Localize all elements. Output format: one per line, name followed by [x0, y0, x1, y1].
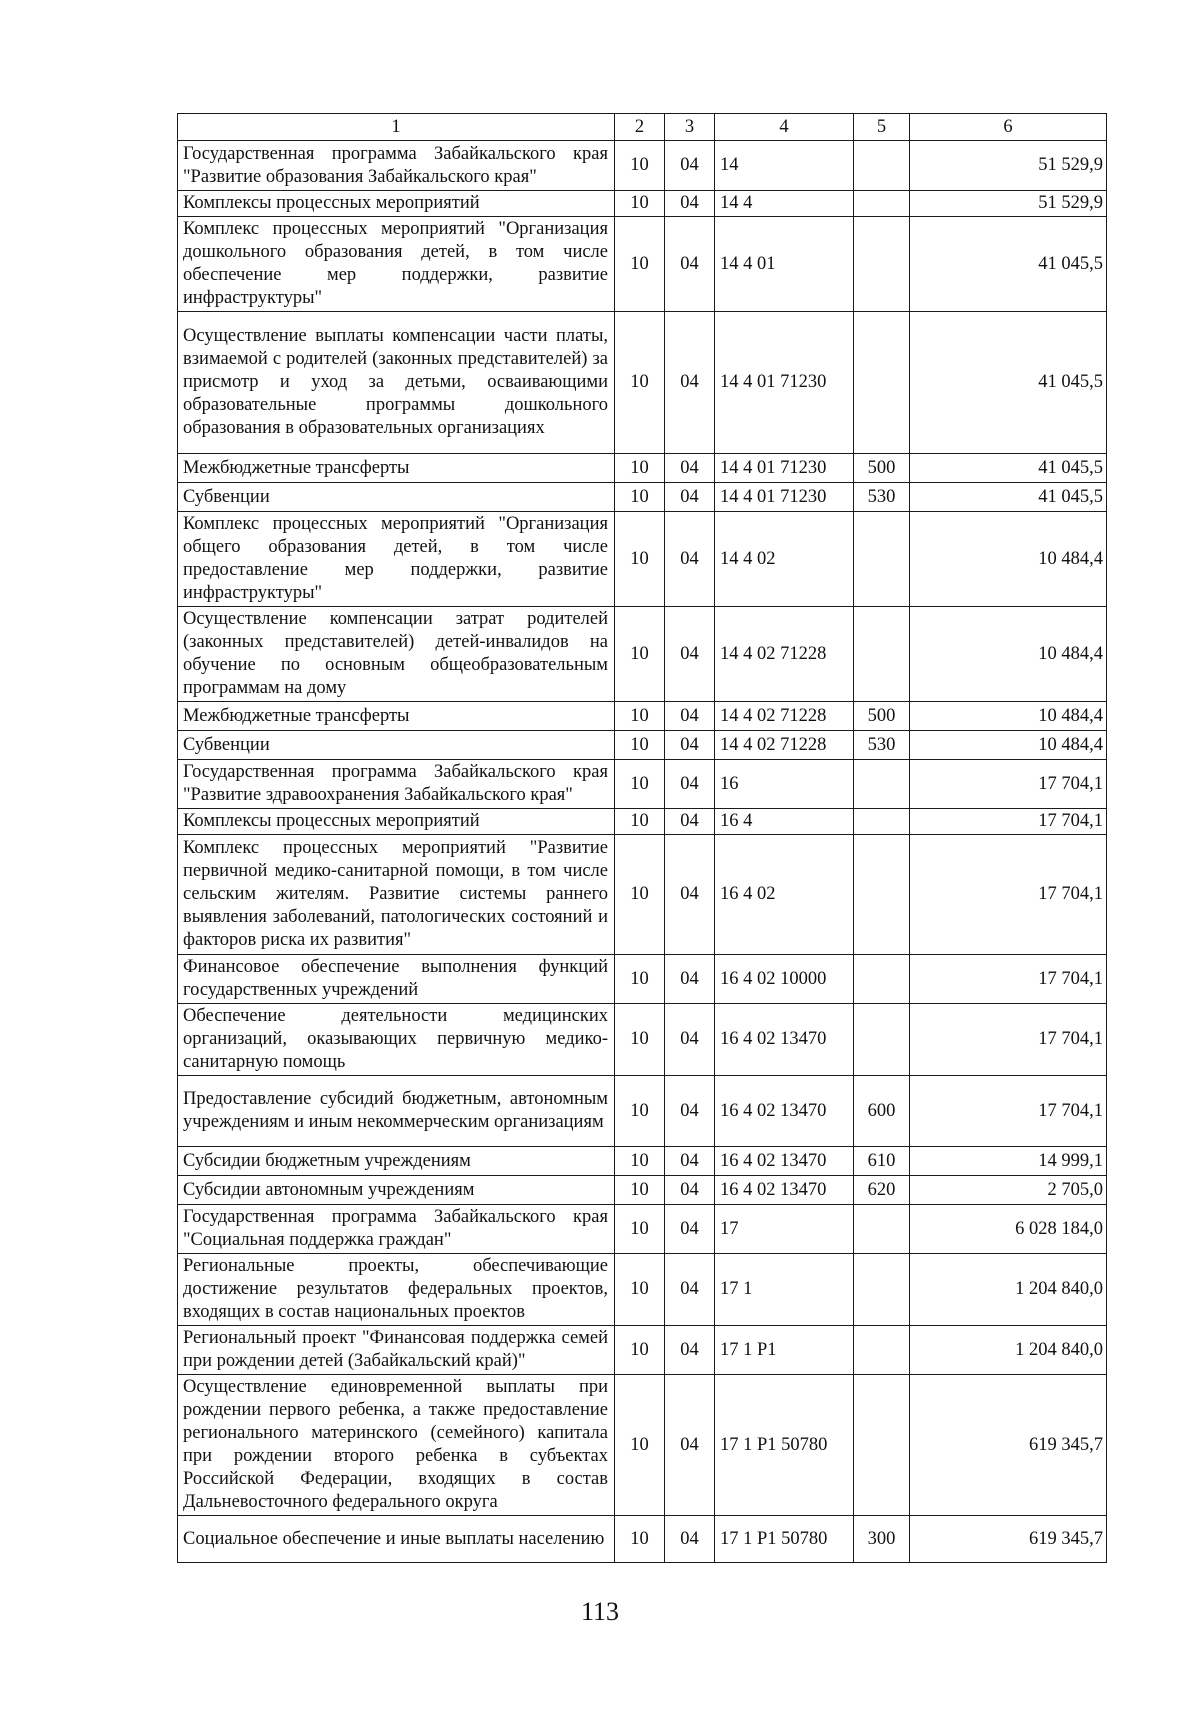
row-section: 10 — [615, 1205, 665, 1254]
table-row — [178, 607, 1107, 702]
row-section: 10 — [615, 1076, 665, 1147]
row-expense-type — [854, 835, 910, 955]
table-row — [178, 955, 1107, 1004]
table-row — [178, 1254, 1107, 1326]
row-name: Обеспечение деятельности медицинских организаций, оказывающих первичную медико-санитарную помощь — [178, 1004, 615, 1076]
row-target-code: 16 4 02 10000 — [715, 955, 854, 1004]
row-amount: 10 484,4 — [910, 731, 1107, 760]
row-target-code: 16 — [715, 760, 854, 809]
row-subsection: 04 — [665, 607, 715, 702]
table-row — [178, 217, 1107, 312]
row-target-code: 14 4 01 — [715, 217, 854, 312]
row-expense-type — [854, 955, 910, 1004]
table-header-row — [178, 114, 1107, 141]
row-expense-type — [854, 1375, 910, 1516]
header-col-6: 6 — [910, 114, 1107, 141]
row-subsection: 04 — [665, 1326, 715, 1375]
row-section: 10 — [615, 1516, 665, 1563]
row-name: Социальное обеспечение и иные выплаты населению — [178, 1516, 615, 1563]
row-section: 10 — [615, 483, 665, 512]
row-target-code: 16 4 02 13470 — [715, 1147, 854, 1176]
row-section: 10 — [615, 607, 665, 702]
row-expense-type: 620 — [854, 1176, 910, 1205]
row-target-code: 17 1 P1 50780 — [715, 1375, 854, 1516]
row-section: 10 — [615, 1375, 665, 1516]
row-expense-type — [854, 607, 910, 702]
row-subsection: 04 — [665, 702, 715, 731]
row-expense-type — [854, 312, 910, 454]
row-target-code: 14 4 02 71228 — [715, 731, 854, 760]
row-expense-type — [854, 1205, 910, 1254]
row-target-code: 14 4 02 — [715, 512, 854, 607]
table-row — [178, 312, 1107, 454]
row-target-code: 14 4 01 71230 — [715, 454, 854, 483]
row-section: 10 — [615, 1147, 665, 1176]
row-section: 10 — [615, 141, 665, 191]
table-row — [178, 760, 1107, 809]
row-section: 10 — [615, 512, 665, 607]
row-section: 10 — [615, 809, 665, 835]
table-row — [178, 809, 1107, 835]
header-col-3: 3 — [665, 114, 715, 141]
row-section: 10 — [615, 1326, 665, 1375]
table-row — [178, 835, 1107, 955]
row-subsection: 04 — [665, 835, 715, 955]
row-section: 10 — [615, 191, 665, 217]
row-subsection: 04 — [665, 1076, 715, 1147]
row-name: Комплекс процессных мероприятий "Развитие первичной медико-санитарной помощи, в том числе сельским жителям. Развитие системы раннего выявления заболеваний, патологических состояний и факторов риска их развития" — [178, 835, 615, 955]
row-subsection: 04 — [665, 141, 715, 191]
row-name: Комплексы процессных мероприятий — [178, 191, 615, 217]
row-amount: 14 999,1 — [910, 1147, 1107, 1176]
row-amount: 1 204 840,0 — [910, 1326, 1107, 1375]
row-amount: 41 045,5 — [910, 217, 1107, 312]
row-expense-type: 500 — [854, 702, 910, 731]
row-section: 10 — [615, 312, 665, 454]
row-section: 10 — [615, 835, 665, 955]
row-name: Комплексы процессных мероприятий — [178, 809, 615, 835]
header-col-1: 1 — [178, 114, 615, 141]
table-row — [178, 1205, 1107, 1254]
row-amount: 10 484,4 — [910, 702, 1107, 731]
row-target-code: 16 4 02 13470 — [715, 1076, 854, 1147]
table-row — [178, 702, 1107, 731]
row-subsection: 04 — [665, 955, 715, 1004]
row-amount: 619 345,7 — [910, 1375, 1107, 1516]
row-subsection: 04 — [665, 217, 715, 312]
row-target-code: 17 1 P1 — [715, 1326, 854, 1375]
row-subsection: 04 — [665, 1254, 715, 1326]
row-section: 10 — [615, 454, 665, 483]
row-target-code: 16 4 02 13470 — [715, 1176, 854, 1205]
row-name: Осуществление выплаты компенсации части платы, взимаемой с родителей (законных представителей) за присмотр и уход за детьми, осваивающими образовательные программы дошкольного образования в образовательных организациях — [178, 312, 615, 454]
row-name: Субвенции — [178, 483, 615, 512]
row-target-code: 17 1 — [715, 1254, 854, 1326]
row-amount: 17 704,1 — [910, 955, 1107, 1004]
row-name: Субсидии бюджетным учреждениям — [178, 1147, 615, 1176]
row-expense-type — [854, 191, 910, 217]
row-expense-type: 530 — [854, 731, 910, 760]
row-name: Комплекс процессных мероприятий "Организация общего образования детей, в том числе предоставление мер поддержки, развитие инфраструктуры" — [178, 512, 615, 607]
row-amount: 17 704,1 — [910, 760, 1107, 809]
row-amount: 17 704,1 — [910, 809, 1107, 835]
row-name: Комплекс процессных мероприятий "Организация дошкольного образования детей, в том числе обеспечение мер поддержки, развитие инфраструктуры" — [178, 217, 615, 312]
row-expense-type — [854, 512, 910, 607]
row-amount: 17 704,1 — [910, 835, 1107, 955]
row-name: Региональные проекты, обеспечивающие достижение результатов федеральных проектов, входящих в состав национальных проектов — [178, 1254, 615, 1326]
row-subsection: 04 — [665, 191, 715, 217]
row-target-code: 17 — [715, 1205, 854, 1254]
row-name: Субвенции — [178, 731, 615, 760]
row-target-code: 14 — [715, 141, 854, 191]
row-name: Осуществление единовременной выплаты при рождении первого ребенка, а также предоставление регионального материнского (семейного) капитала при рождении второго ребенка в субъектах Российской Федерации, входящих в состав Дальневосточного федерального округа — [178, 1375, 615, 1516]
budget-table — [177, 113, 1107, 1563]
table-row — [178, 731, 1107, 760]
row-expense-type: 600 — [854, 1076, 910, 1147]
row-amount: 10 484,4 — [910, 607, 1107, 702]
row-target-code: 17 1 P1 50780 — [715, 1516, 854, 1563]
table-row — [178, 1147, 1107, 1176]
row-name: Межбюджетные трансферты — [178, 702, 615, 731]
row-subsection: 04 — [665, 454, 715, 483]
row-expense-type — [854, 1254, 910, 1326]
row-expense-type: 300 — [854, 1516, 910, 1563]
table-row — [178, 483, 1107, 512]
row-amount: 17 704,1 — [910, 1076, 1107, 1147]
row-amount: 619 345,7 — [910, 1516, 1107, 1563]
table-row — [178, 1326, 1107, 1375]
row-section: 10 — [615, 1004, 665, 1076]
row-subsection: 04 — [665, 731, 715, 760]
row-target-code: 14 4 02 71228 — [715, 702, 854, 731]
row-section: 10 — [615, 760, 665, 809]
table-row — [178, 1076, 1107, 1147]
table-row — [178, 454, 1107, 483]
row-amount: 10 484,4 — [910, 512, 1107, 607]
row-amount: 51 529,9 — [910, 191, 1107, 217]
table-row — [178, 191, 1107, 217]
row-section: 10 — [615, 217, 665, 312]
row-name: Государственная программа Забайкальского края "Развитие образования Забайкальского края" — [178, 141, 615, 191]
row-amount: 41 045,5 — [910, 454, 1107, 483]
row-name: Субсидии автономным учреждениям — [178, 1176, 615, 1205]
row-subsection: 04 — [665, 312, 715, 454]
row-amount: 6 028 184,0 — [910, 1205, 1107, 1254]
table-row — [178, 1176, 1107, 1205]
row-subsection: 04 — [665, 512, 715, 607]
row-expense-type: 500 — [854, 454, 910, 483]
table-row — [178, 1004, 1107, 1076]
row-target-code: 16 4 02 — [715, 835, 854, 955]
row-section: 10 — [615, 731, 665, 760]
row-subsection: 04 — [665, 1147, 715, 1176]
row-subsection: 04 — [665, 483, 715, 512]
header-col-4: 4 — [715, 114, 854, 141]
row-expense-type — [854, 141, 910, 191]
row-name: Государственная программа Забайкальского края "Социальная поддержка граждан" — [178, 1205, 615, 1254]
row-name: Межбюджетные трансферты — [178, 454, 615, 483]
row-expense-type: 530 — [854, 483, 910, 512]
row-target-code: 14 4 01 71230 — [715, 483, 854, 512]
row-subsection: 04 — [665, 1205, 715, 1254]
row-target-code: 14 4 01 71230 — [715, 312, 854, 454]
row-name: Финансовое обеспечение выполнения функций государственных учреждений — [178, 955, 615, 1004]
row-section: 10 — [615, 1176, 665, 1205]
row-subsection: 04 — [665, 760, 715, 809]
row-amount: 41 045,5 — [910, 483, 1107, 512]
row-section: 10 — [615, 955, 665, 1004]
row-expense-type: 610 — [854, 1147, 910, 1176]
table-row — [178, 1375, 1107, 1516]
row-expense-type — [854, 809, 910, 835]
table-row — [178, 141, 1107, 191]
row-expense-type — [854, 1326, 910, 1375]
table-row — [178, 1516, 1107, 1563]
row-name: Государственная программа Забайкальского края "Развитие здравоохранения Забайкальского края" — [178, 760, 615, 809]
table-row — [178, 512, 1107, 607]
header-col-2: 2 — [615, 114, 665, 141]
row-subsection: 04 — [665, 1375, 715, 1516]
row-subsection: 04 — [665, 1176, 715, 1205]
row-amount: 51 529,9 — [910, 141, 1107, 191]
row-expense-type — [854, 760, 910, 809]
budget-table-wrapper — [177, 113, 1106, 1563]
row-name: Осуществление компенсации затрат родителей (законных представителей) детей-инвалидов на обучение по основным общеобразовательным программам на дому — [178, 607, 615, 702]
row-target-code: 16 4 02 13470 — [715, 1004, 854, 1076]
row-name: Региональный проект "Финансовая поддержка семей при рождении детей (Забайкальский край)" — [178, 1326, 615, 1375]
row-section: 10 — [615, 1254, 665, 1326]
row-amount: 17 704,1 — [910, 1004, 1107, 1076]
row-amount: 41 045,5 — [910, 312, 1107, 454]
row-amount: 2 705,0 — [910, 1176, 1107, 1205]
row-name: Предоставление субсидий бюджетным, автономным учреждениям и иным некоммерческим организациям — [178, 1076, 615, 1147]
row-target-code: 16 4 — [715, 809, 854, 835]
row-expense-type — [854, 1004, 910, 1076]
row-section: 10 — [615, 702, 665, 731]
row-target-code: 14 4 — [715, 191, 854, 217]
row-subsection: 04 — [665, 809, 715, 835]
row-subsection: 04 — [665, 1004, 715, 1076]
header-col-5: 5 — [854, 114, 910, 141]
page-number: 113 — [580, 1597, 620, 1626]
row-expense-type — [854, 217, 910, 312]
row-amount: 1 204 840,0 — [910, 1254, 1107, 1326]
row-subsection: 04 — [665, 1516, 715, 1563]
row-target-code: 14 4 02 71228 — [715, 607, 854, 702]
